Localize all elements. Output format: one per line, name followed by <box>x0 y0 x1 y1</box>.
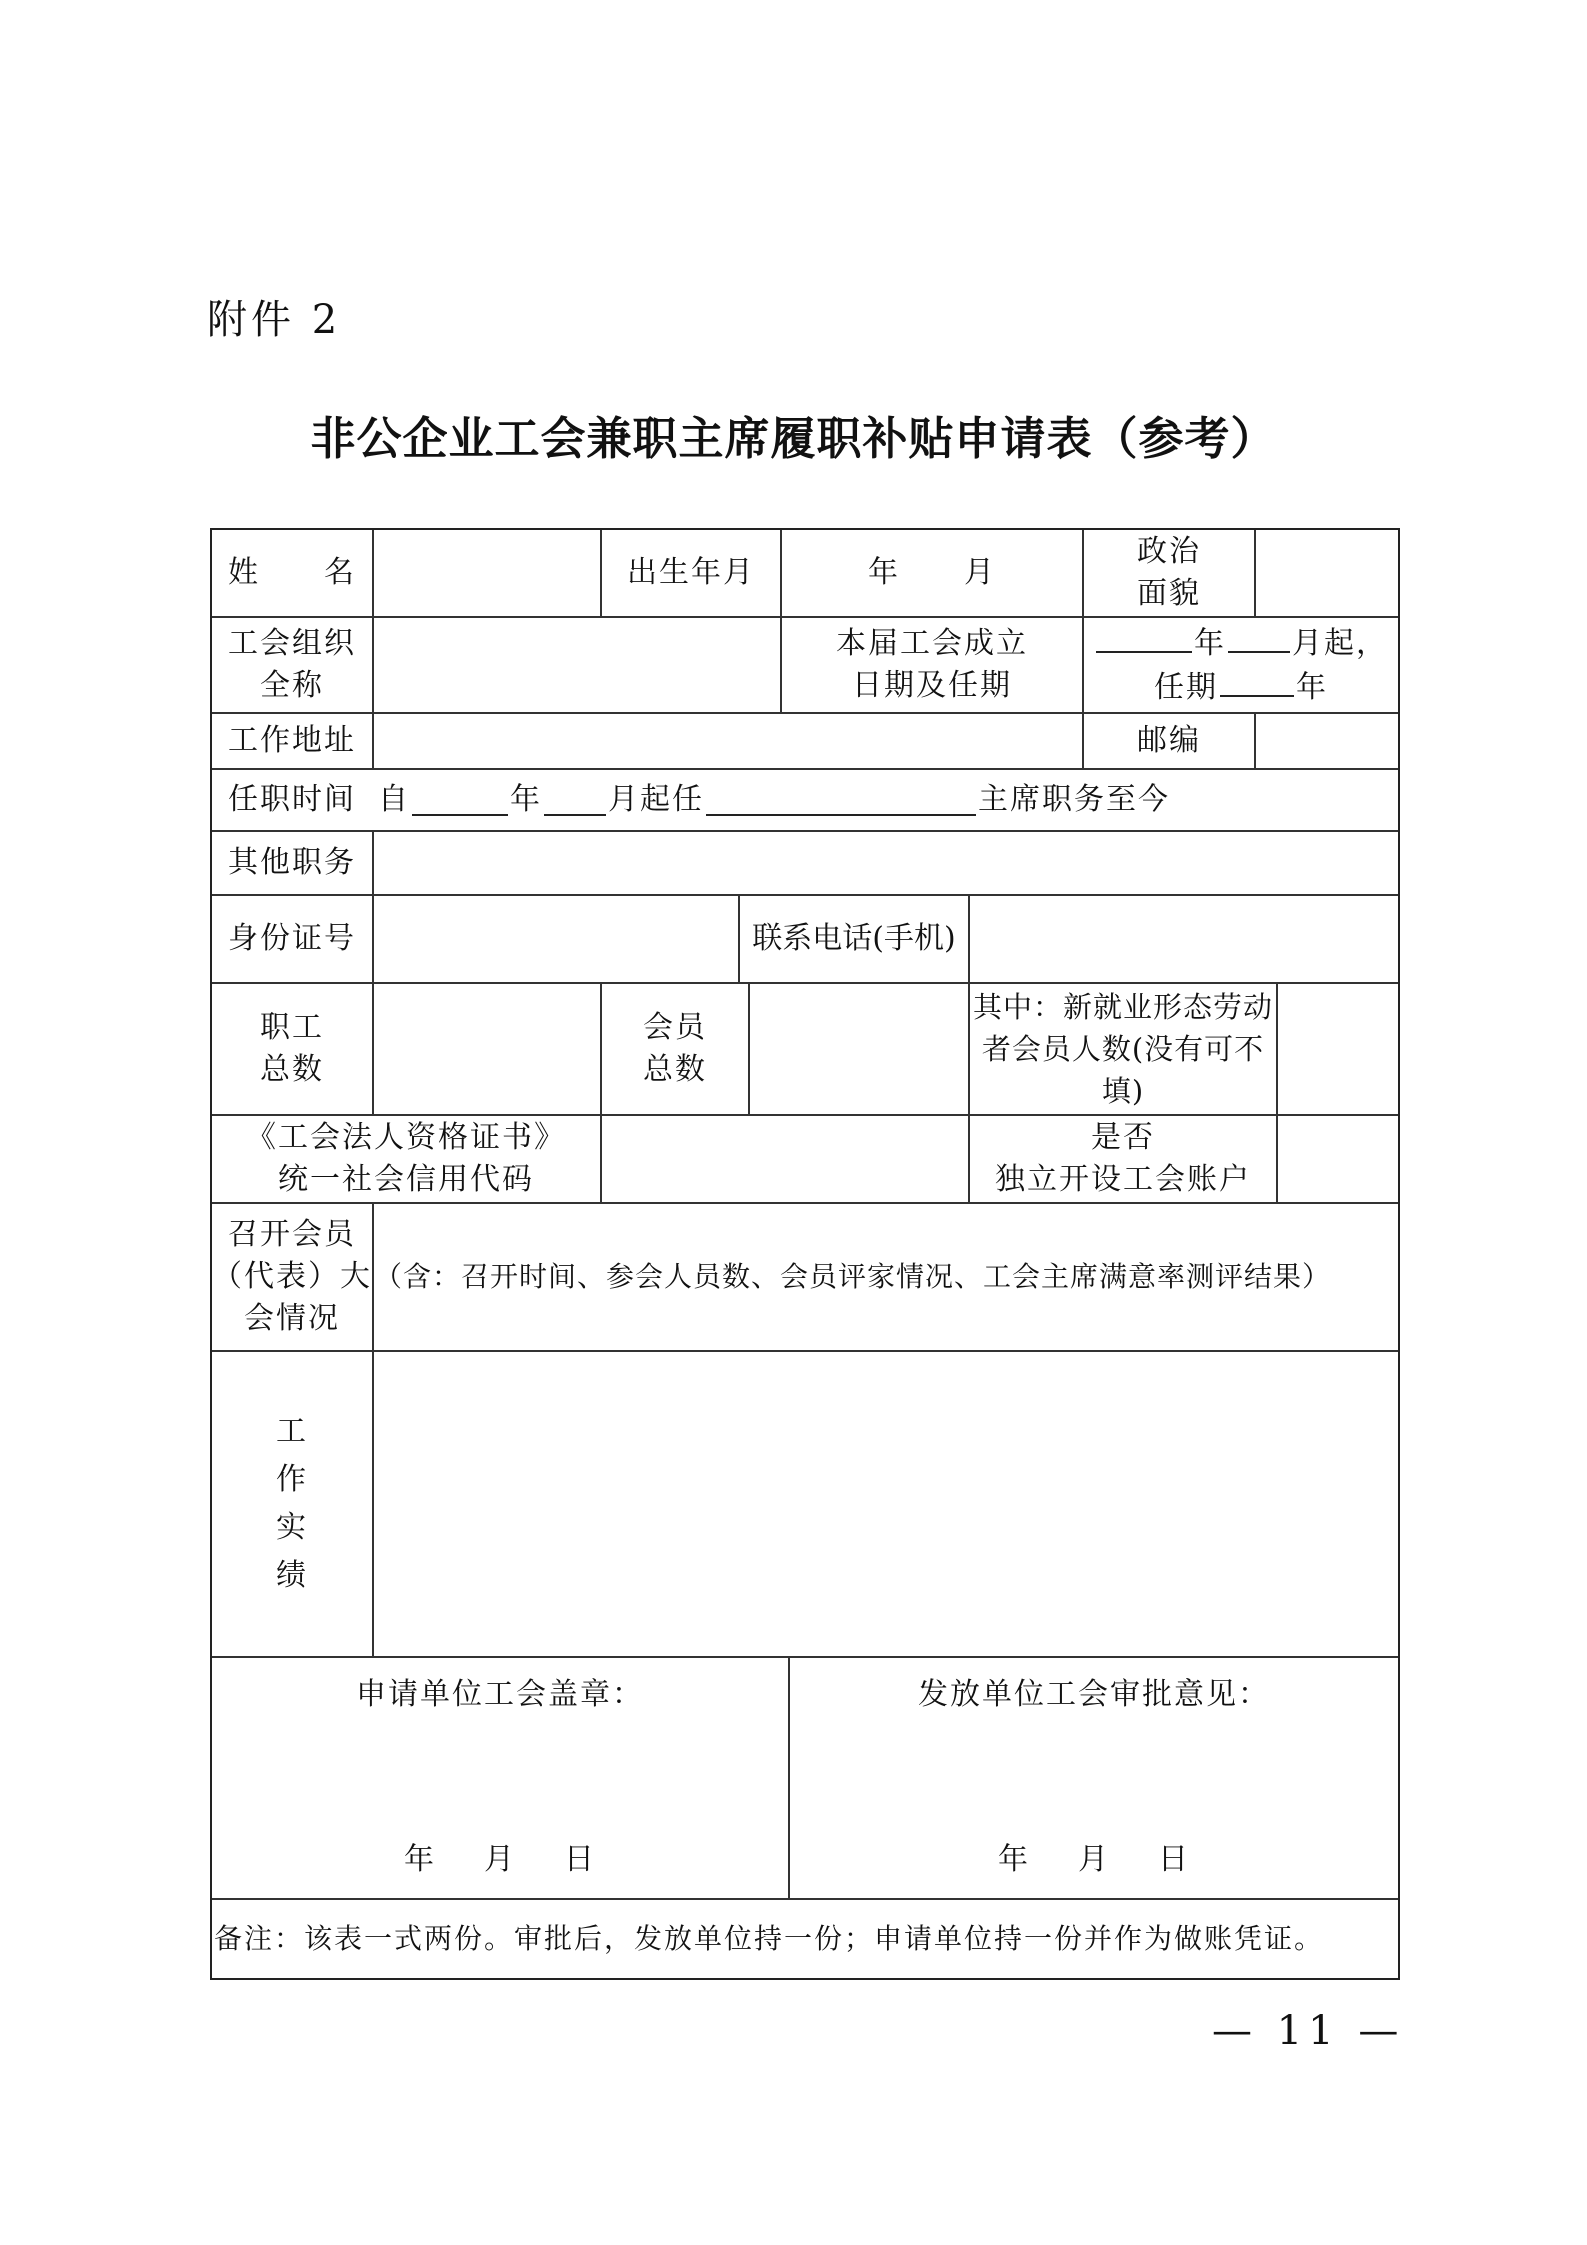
credit-code-line1: 《工会法人资格证书》 <box>246 1120 566 1155</box>
tenure-month-unit: 月起任 <box>608 782 704 817</box>
birth-label: 出生年月 <box>627 555 755 590</box>
application-form-table <box>210 528 1400 1980</box>
approver-date-day: 日 <box>1158 1842 1190 1877</box>
id-label: 身份证号 <box>228 921 356 956</box>
term-month-blank[interactable] <box>1228 621 1290 653</box>
approver-date-year: 年 <box>998 1842 1030 1877</box>
approver-date <box>790 1838 1398 1882</box>
term-length-unit: 年 <box>1296 670 1328 705</box>
political-field[interactable] <box>1256 530 1398 616</box>
member-total-label <box>602 984 748 1114</box>
applicant-date-month: 月 <box>484 1842 516 1877</box>
address-label: 工作地址 <box>228 723 356 758</box>
name-field[interactable] <box>374 530 600 616</box>
established-label-line2: 日期及任期 <box>852 668 1012 703</box>
postcode-field[interactable] <box>1256 714 1398 768</box>
org-name-label-line2: 全称 <box>260 668 324 703</box>
approver-opinion-label: 发放单位工会审批意见： <box>918 1677 1270 1712</box>
new-form-line3: 填) <box>1101 1074 1145 1108</box>
applicant-seal-label: 申请单位工会盖章： <box>356 1677 644 1712</box>
term-length-label: 任期 <box>1154 670 1218 705</box>
credit-code-label <box>212 1116 600 1202</box>
tenure-org-blank[interactable] <box>706 784 976 816</box>
account-line2: 独立开设工会账户 <box>995 1162 1251 1197</box>
new-form-workers-field[interactable] <box>1278 984 1398 1114</box>
meeting-hint: （含：召开时间、参会人员数、会员评家情况、工会主席满意率测评结果） <box>374 1260 1332 1293</box>
achievements-field[interactable] <box>374 1352 1398 1656</box>
account-label <box>970 1116 1276 1202</box>
tenure-duty: 主席职务至今 <box>978 782 1170 817</box>
term-year-blank[interactable] <box>1096 621 1192 653</box>
credit-code-field[interactable] <box>602 1116 968 1202</box>
account-field[interactable] <box>1278 1116 1398 1202</box>
political-label-line1: 政治 <box>1137 534 1201 569</box>
member-total-line2: 总数 <box>643 1052 707 1087</box>
meeting-field[interactable] <box>374 1204 1398 1350</box>
term-field[interactable] <box>1084 618 1398 712</box>
term-year-unit: 年 <box>1194 626 1226 661</box>
achievements-char-3: 实 <box>276 1510 308 1545</box>
member-total-field[interactable] <box>750 984 968 1114</box>
tenure-year-blank[interactable] <box>412 784 508 816</box>
remark: 备注：该表一式两份。审批后，发放单位持一份；申请单位持一份并作为做账凭证。 <box>214 1922 1325 1955</box>
phone-label: 联系电话(手机) <box>752 921 956 956</box>
staff-total-field[interactable] <box>374 984 600 1114</box>
tenure-label: 任职时间 <box>228 782 356 817</box>
phone-field[interactable] <box>970 896 1398 982</box>
name-label: 姓 名 <box>228 555 356 590</box>
new-form-line2: 者会员人数(没有可不 <box>981 1032 1265 1066</box>
tenure-month-blank[interactable] <box>544 784 606 816</box>
postcode-label: 邮编 <box>1137 723 1201 758</box>
term-date-line <box>1094 621 1388 665</box>
meeting-line3: 会情况 <box>244 1301 340 1336</box>
achievements-char-1: 工 <box>276 1414 308 1449</box>
meeting-line2: （代表）大 <box>212 1259 372 1294</box>
achievements-label <box>212 1352 372 1656</box>
achievements-char-4: 绩 <box>276 1558 308 1593</box>
term-length-blank[interactable] <box>1220 665 1294 697</box>
term-length-line <box>1154 665 1328 709</box>
new-form-workers-label <box>970 984 1276 1114</box>
staff-total-line2: 总数 <box>260 1052 324 1087</box>
org-name-field[interactable] <box>374 618 780 712</box>
applicant-date-day: 日 <box>564 1842 596 1877</box>
tenure-year-unit: 年 <box>510 782 542 817</box>
org-name-label <box>212 618 372 712</box>
established-label-line1: 本届工会成立 <box>836 626 1028 661</box>
account-line1: 是否 <box>1091 1120 1155 1155</box>
attachment-label: 附件 2 <box>207 297 342 343</box>
credit-code-line2: 统一社会信用代码 <box>278 1162 534 1197</box>
meeting-line1: 召开会员 <box>228 1217 356 1252</box>
applicant-date <box>212 1838 788 1882</box>
other-duties-label: 其他职务 <box>228 845 356 880</box>
established-label <box>782 618 1082 712</box>
birth-field[interactable]: 年 月 <box>868 555 996 590</box>
id-field[interactable] <box>374 896 738 982</box>
staff-total-label <box>212 984 372 1114</box>
org-name-label-line1: 工会组织 <box>228 626 356 661</box>
political-label-line2: 面貌 <box>1137 576 1201 611</box>
tenure-field[interactable] <box>372 770 1378 830</box>
approver-date-month: 月 <box>1078 1842 1110 1877</box>
term-month-unit: 月起， <box>1292 626 1388 661</box>
tenure-from: 自 <box>378 782 410 817</box>
address-field[interactable] <box>374 714 1082 768</box>
new-form-line1: 其中：新就业形态劳动 <box>972 990 1273 1024</box>
staff-total-line1: 职工 <box>260 1010 324 1045</box>
applicant-date-year: 年 <box>404 1842 436 1877</box>
member-total-line1: 会员 <box>643 1010 707 1045</box>
form-title: 非公企业工会兼职主席履职补贴申请表（参考） <box>310 412 1277 465</box>
meeting-label <box>212 1204 372 1350</box>
page-number: — 11 — <box>1212 2008 1405 2054</box>
achievements-char-2: 作 <box>276 1462 308 1497</box>
political-label <box>1084 530 1254 616</box>
other-duties-field[interactable] <box>374 832 1398 894</box>
